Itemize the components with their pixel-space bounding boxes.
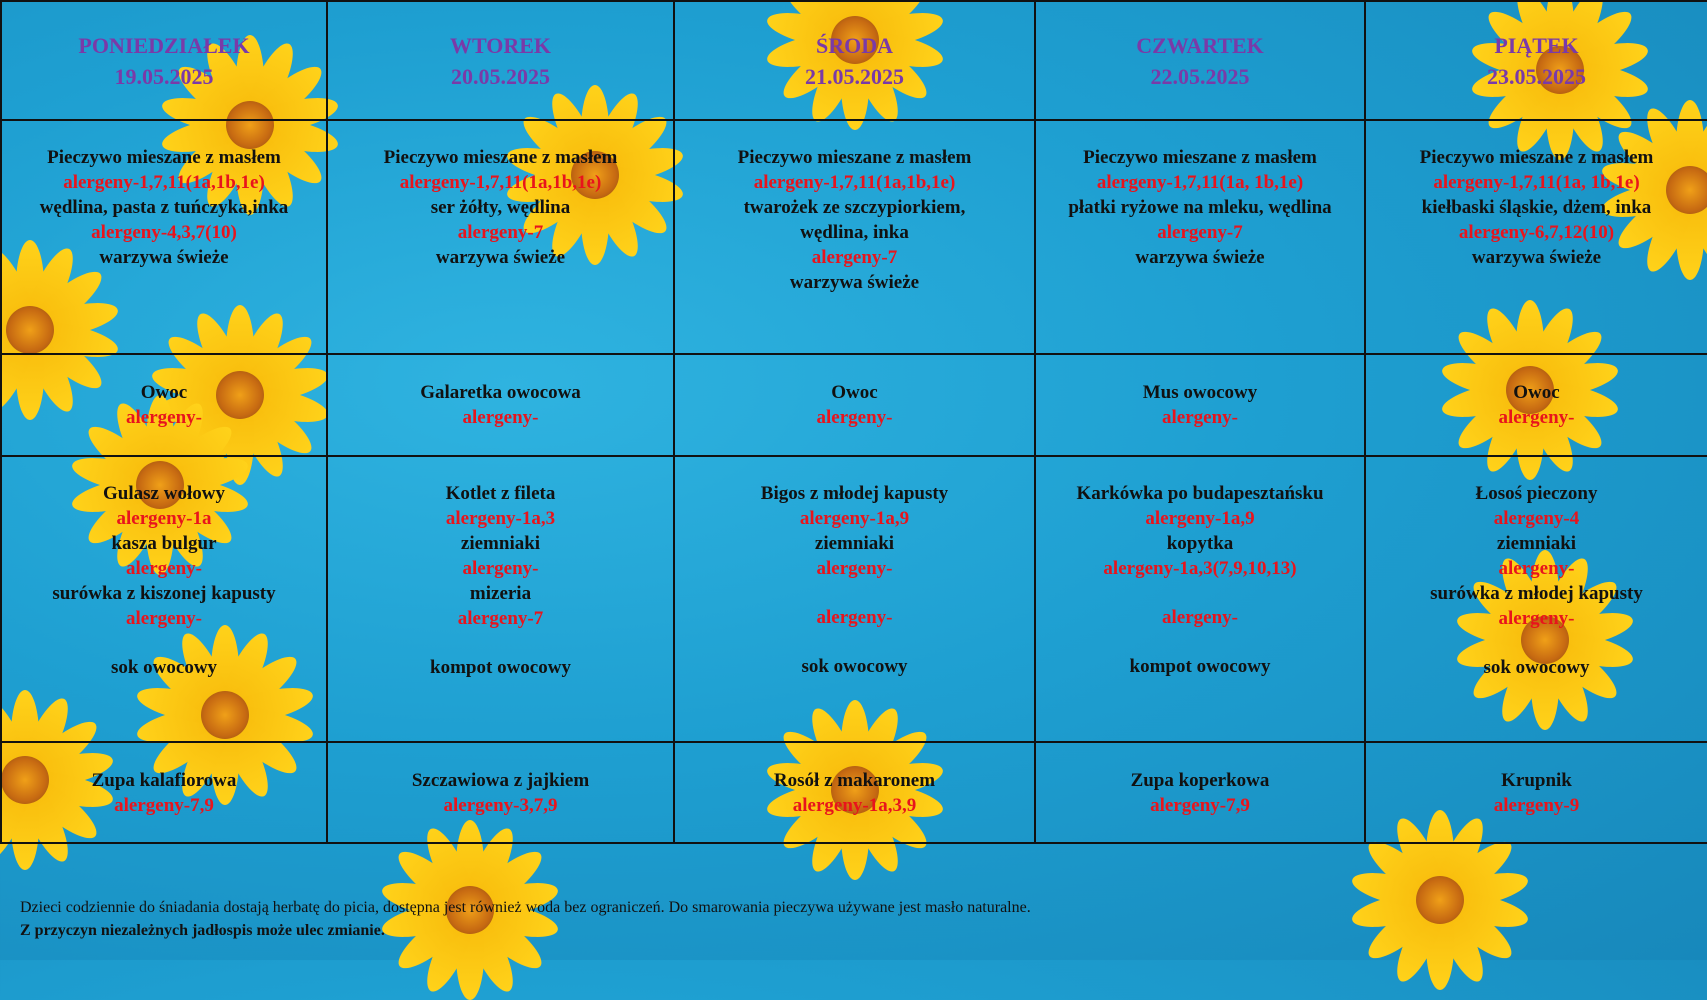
breakfast-cell bbox=[1, 120, 327, 354]
menu-item: Pieczywo mieszane z masłem bbox=[383, 147, 618, 168]
allergen-label: alergeny-9 bbox=[1493, 794, 1580, 816]
menu-item: Pieczywo mieszane z masłem bbox=[1419, 147, 1654, 168]
allergen-label: alergeny- bbox=[816, 407, 893, 428]
day-header: PIĄTEK 23.05.2025 bbox=[1365, 1, 1707, 120]
menu-item: kopytka bbox=[1166, 533, 1234, 554]
menu-item: Owoc bbox=[1513, 382, 1560, 403]
menu-item: warzywa świeże bbox=[1471, 247, 1602, 268]
menu-item: Krupnik bbox=[1501, 769, 1572, 791]
menu-item: Gulasz wołowy bbox=[103, 483, 225, 504]
menu-item: wędlina, pasta z tuńczyka,inka bbox=[39, 197, 289, 218]
menu-item: warzywa świeże bbox=[789, 272, 920, 293]
soup-cell bbox=[674, 742, 1035, 843]
drink-item: sok owocowy bbox=[1483, 657, 1590, 678]
menu-item: Pieczywo mieszane z masłem bbox=[737, 147, 972, 168]
allergen-label: alergeny-1,7,11(1a,1b,1e) bbox=[63, 172, 265, 193]
breakfast-cell bbox=[1035, 120, 1365, 354]
allergen-label: alergeny-7 bbox=[1157, 222, 1243, 243]
snack-cell bbox=[674, 354, 1035, 456]
soup-cell bbox=[327, 742, 674, 843]
breakfast-cell bbox=[327, 120, 674, 354]
soup-cell bbox=[1365, 742, 1707, 843]
footer-info-text: Dzieci codziennie do śniadania dostają herbatę do picia, dostępna jest również woda bez ograniczeń. Do smarowania pieczywa używane jest masło naturalne. bbox=[20, 899, 1031, 916]
menu-item: ziemniaki bbox=[460, 533, 541, 554]
allergen-label: alergeny-7 bbox=[811, 247, 898, 268]
day-header: CZWARTEK 22.05.2025 bbox=[1035, 1, 1365, 120]
menu-item: surówka z młodej kapusty bbox=[1430, 583, 1643, 604]
allergen-label: alergeny- bbox=[1498, 608, 1575, 629]
breakfast-cell bbox=[674, 120, 1035, 354]
menu-item: Szczawiowa z jajkiem bbox=[411, 769, 590, 791]
snack-cell bbox=[1, 354, 327, 456]
menu-item: wędlina, inka bbox=[800, 222, 909, 243]
allergen-label: alergeny- bbox=[1162, 607, 1238, 628]
snack-cell bbox=[1035, 354, 1365, 456]
allergen-label: alergeny-7 bbox=[457, 608, 544, 629]
snack-row bbox=[1, 354, 1707, 456]
allergen-label: alergeny-7 bbox=[457, 222, 544, 243]
breakfast-row bbox=[1, 120, 1707, 354]
menu-item: kiełbaski śląskie, dżem, inka bbox=[1421, 197, 1652, 218]
lunch-cell bbox=[1, 456, 327, 742]
menu-item: Bigos z młodej kapusty bbox=[760, 483, 949, 504]
menu-item: ziemniaki bbox=[1496, 533, 1577, 554]
allergen-label: alergeny-1a,9 bbox=[1145, 508, 1255, 529]
allergen-label: alergeny- bbox=[462, 558, 539, 579]
menu-item: Mus owocowy bbox=[1142, 382, 1258, 403]
day-header: WTOREK 20.05.2025 bbox=[327, 1, 674, 120]
day-header-row bbox=[1, 1, 1707, 120]
allergen-label: alergeny-1,7,11(1a,1b,1e) bbox=[753, 172, 956, 193]
allergen-label: alergeny-4 bbox=[1493, 508, 1580, 529]
menu-item: Owoc bbox=[831, 382, 878, 403]
allergen-label: alergeny-7,9 bbox=[1150, 794, 1250, 816]
soup-cell bbox=[1, 742, 327, 843]
soup-cell bbox=[1035, 742, 1365, 843]
allergen-label: alergeny-4,3,7(10) bbox=[91, 222, 237, 243]
menu-item: Pieczywo mieszane z masłem bbox=[47, 147, 281, 168]
footer-note bbox=[20, 896, 1031, 942]
menu-item: twarożek ze szczypiorkiem, bbox=[743, 197, 966, 218]
allergen-label: alergeny-1,7,11(1a,1b,1e) bbox=[399, 172, 602, 193]
breakfast-cell bbox=[1365, 120, 1707, 354]
allergen-label: alergeny-1a,3(7,9,10,13) bbox=[1103, 558, 1297, 579]
lunch-row bbox=[1, 456, 1707, 742]
menu-item: mizeria bbox=[469, 583, 532, 604]
allergen-label: alergeny- bbox=[1162, 407, 1238, 428]
soup-row bbox=[1, 742, 1707, 843]
allergen-label: alergeny- bbox=[126, 608, 202, 629]
drink-item: kompot owocowy bbox=[1129, 656, 1271, 677]
lunch-cell bbox=[674, 456, 1035, 742]
allergen-label: alergeny-1,7,11(1a, 1b,1e) bbox=[1096, 172, 1304, 193]
allergen-label: alergeny-3,7,9 bbox=[443, 794, 558, 816]
lunch-cell bbox=[1365, 456, 1707, 742]
menu-item: płatki ryżowe na mleku, wędlina bbox=[1068, 197, 1332, 218]
day-header: PONIEDZIAŁEK 19.05.2025 bbox=[1, 1, 327, 120]
allergen-label: alergeny-1a,9 bbox=[799, 508, 910, 529]
snack-cell bbox=[1365, 354, 1707, 456]
snack-cell bbox=[327, 354, 674, 456]
allergen-label: alergeny- bbox=[126, 407, 202, 428]
allergen-label: alergeny- bbox=[1498, 407, 1575, 428]
drink-item: kompot owocowy bbox=[430, 657, 571, 678]
day-header: ŚRODA 21.05.2025 bbox=[674, 1, 1035, 120]
menu-item: warzywa świeże bbox=[99, 247, 229, 268]
allergen-label: alergeny-6,7,12(10) bbox=[1458, 222, 1615, 243]
menu-item: Łosoś pieczony bbox=[1475, 483, 1598, 504]
allergen-label: alergeny-1,7,11(1a, 1b,1e) bbox=[1433, 172, 1640, 193]
allergen-label: alergeny- bbox=[1498, 558, 1575, 579]
menu-item: ziemniaki bbox=[814, 533, 895, 554]
allergen-label: alergeny- bbox=[462, 407, 539, 428]
menu-item: Karkówka po budapesztańsku bbox=[1076, 483, 1324, 504]
menu-item: Zupa koperkowa bbox=[1130, 769, 1270, 791]
allergen-label: alergeny- bbox=[816, 607, 893, 628]
drink-item: sok owocowy bbox=[801, 656, 908, 677]
allergen-label: alergeny-1a,3 bbox=[445, 508, 556, 529]
drink-item: sok owocowy bbox=[110, 657, 218, 678]
menu-item: kasza bulgur bbox=[111, 533, 217, 554]
allergen-label: alergeny-7,9 bbox=[114, 794, 214, 816]
menu-item: surówka z kiszonej kapusty bbox=[52, 583, 276, 604]
menu-item: Owoc bbox=[140, 382, 188, 403]
lunch-cell bbox=[1035, 456, 1365, 742]
menu-item: Kotlet z fileta bbox=[445, 483, 556, 504]
lunch-cell bbox=[327, 456, 674, 742]
menu-item: ser żółty, wędlina bbox=[430, 197, 571, 218]
allergen-label: alergeny- bbox=[126, 558, 202, 579]
allergen-label: alergeny-1a,3,9 bbox=[792, 794, 917, 816]
menu-item: Galaretka owocowa bbox=[420, 382, 581, 403]
menu-item: Pieczywo mieszane z masłem bbox=[1083, 147, 1317, 168]
menu-item: warzywa świeże bbox=[1135, 247, 1265, 268]
footer-warning-text: Z przyczyn niezależnych jadłospis może ulec zmianie. bbox=[20, 922, 385, 939]
menu-item: Rosół z makaronem bbox=[773, 769, 936, 791]
allergen-label: alergeny-1a bbox=[116, 508, 212, 529]
menu-item: Zupa kalafiorowa bbox=[91, 769, 237, 791]
menu-item: warzywa świeże bbox=[435, 247, 566, 268]
allergen-label: alergeny- bbox=[816, 558, 893, 579]
